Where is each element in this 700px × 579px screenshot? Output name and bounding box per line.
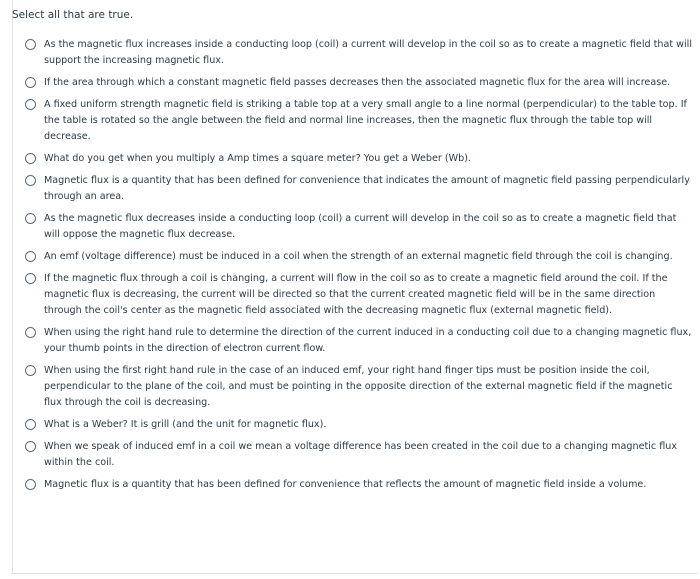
checkbox-icon[interactable] bbox=[25, 441, 36, 452]
checkbox-icon[interactable] bbox=[25, 251, 36, 262]
option-9[interactable] bbox=[25, 325, 693, 357]
checkbox-icon[interactable] bbox=[25, 77, 36, 88]
option-3[interactable] bbox=[25, 97, 693, 145]
option-label: As the magnetic flux decreases inside a conducting loop (coil) a current will develop in the coil so as to create a magnetic field that will oppose the magnetic flux decrease. bbox=[44, 213, 677, 240]
checkbox-icon[interactable] bbox=[25, 213, 36, 224]
option-label: A fixed uniform strength magnetic field is striking a table top at a very small angle to a line normal (perpendicular) to the table top. If the table is rotated so the angle between the field and normal line increases, then the magnetic flux through the table top will decrease. bbox=[44, 99, 687, 142]
checkbox-icon[interactable] bbox=[25, 327, 36, 338]
option-4[interactable] bbox=[25, 151, 693, 167]
option-13[interactable] bbox=[25, 477, 693, 493]
option-label: If the magnetic flux through a coil is changing, a current will flow in the coil so as to create a magnetic field around the coil. If the magnetic flux is decreasing, the current will be directed so that the current created magnetic field will be in the same direction through the coil's center as the magnetic field associated with the decreasing magnetic flux (external magnetic field). bbox=[44, 273, 668, 316]
option-12[interactable] bbox=[25, 439, 693, 471]
option-label: When we speak of induced emf in a coil we mean a voltage difference has been created in the coil due to a changing magnetic flux within the coil. bbox=[44, 441, 678, 468]
option-1[interactable] bbox=[25, 37, 693, 69]
checkbox-icon[interactable] bbox=[25, 365, 36, 376]
checkbox-icon[interactable] bbox=[25, 99, 36, 110]
option-2[interactable] bbox=[25, 75, 693, 91]
checkbox-icon[interactable] bbox=[25, 175, 36, 186]
checkbox-icon[interactable] bbox=[25, 273, 36, 284]
checkbox-icon[interactable] bbox=[25, 153, 36, 164]
option-label: What is a Weber? It is grill (and the unit for magnetic flux). bbox=[44, 419, 327, 430]
answer-options bbox=[25, 37, 693, 499]
option-5[interactable] bbox=[25, 173, 693, 205]
option-label: An emf (voltage difference) must be induced in a coil when the strength of an external magnetic field through the coil is changing. bbox=[44, 251, 673, 262]
option-label: When using the first right hand rule in the case of an induced emf, your right hand finger tips must be position inside the coil, perpendicular to the plane of the coil, and must be pointing in the opposite direction of the external magnetic field if the magnetic flux through the coil is decreasing. bbox=[44, 365, 673, 408]
option-8[interactable] bbox=[25, 271, 693, 319]
option-label: When using the right hand rule to determine the direction of the current induced in a conducting coil due to a changing magnetic flux, your thumb points in the direction of electron current flow. bbox=[44, 327, 692, 354]
option-label: Magnetic flux is a quantity that has been defined for convenience that indicates the amount of magnetic field passing perpendicularly through an area. bbox=[44, 175, 690, 202]
option-7[interactable] bbox=[25, 249, 693, 265]
checkbox-icon[interactable] bbox=[25, 479, 36, 490]
question-prompt: Select all that are true. bbox=[12, 9, 134, 21]
option-label: What do you get when you multiply a Amp times a square meter? You get a Weber (Wb). bbox=[44, 153, 471, 164]
option-6[interactable] bbox=[25, 211, 693, 243]
option-label: As the magnetic flux increases inside a conducting loop (coil) a current will develop in the coil so as to create a magnetic field that will support the increasing magnetic flux. bbox=[44, 39, 693, 66]
option-label: Magnetic flux is a quantity that has been defined for convenience that reflects the amount of magnetic field inside a volume. bbox=[44, 479, 647, 490]
checkbox-icon[interactable] bbox=[25, 419, 36, 430]
checkbox-icon[interactable] bbox=[25, 39, 36, 50]
option-11[interactable] bbox=[25, 417, 693, 433]
option-10[interactable] bbox=[25, 363, 693, 411]
option-label: If the area through which a constant magnetic field passes decreases then the associated magnetic flux for the area will increase. bbox=[44, 77, 671, 88]
